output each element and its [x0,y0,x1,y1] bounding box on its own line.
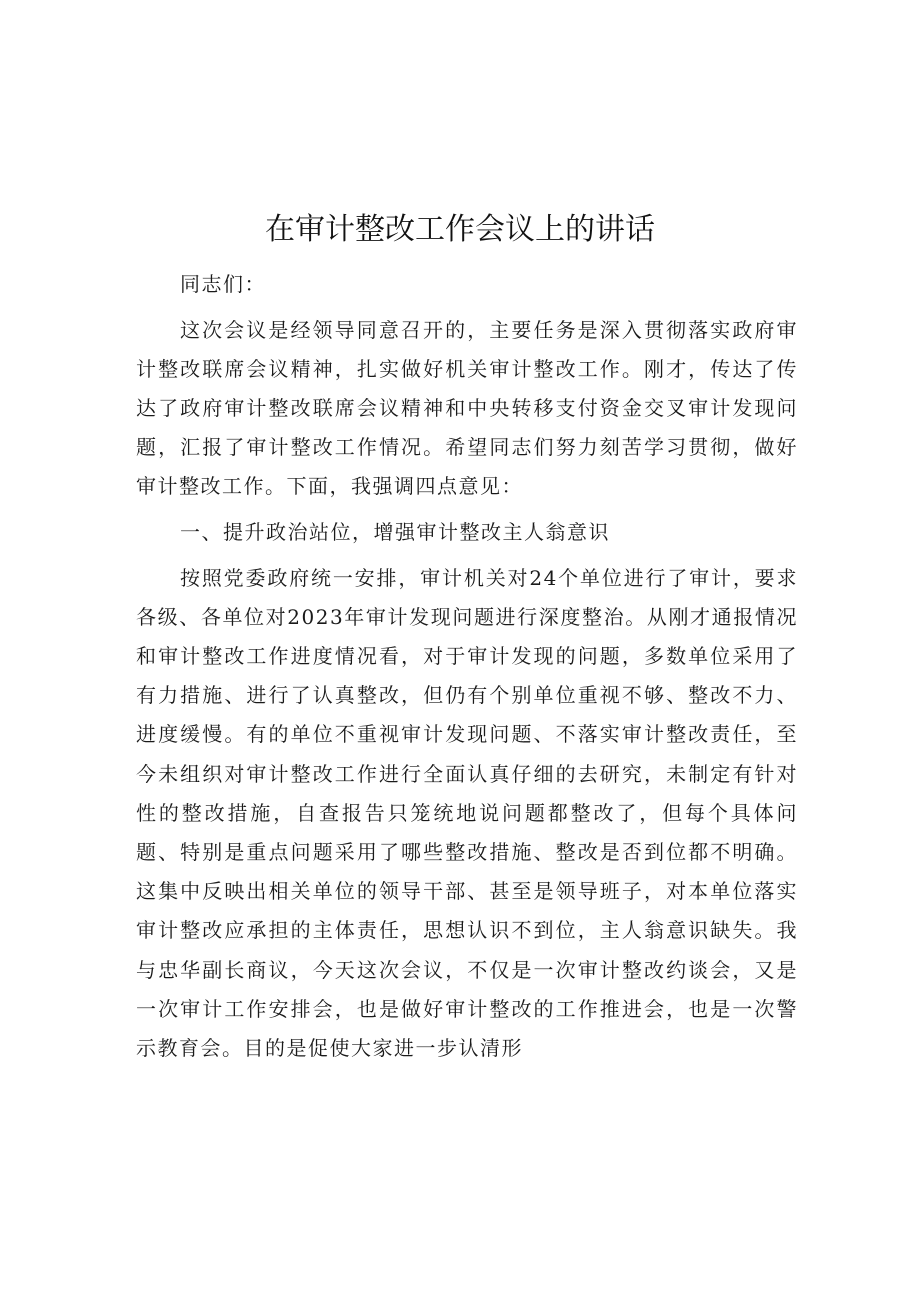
section-heading: 一、提升政治站位，增强审计整改主人翁意识 [180,520,610,544]
paragraph-section-1: 按照党委政府统一安排，审计机关对24个单位进行了审计，要求各级、各单位对2023年审计发现问题进行深度整治。从刚才通报情况和审计整改工作进度情况看，对于审计发现的问题，多数单位采用了有力措施、进行了认真整改，但仍有个别单位重视不够、整改不力、进度缓慢。有的单位不重视审计发现问题、不落实审计整改责任，至今未组织对审计整改工作进行全面认真仔细的去研究，未制定有针对性的整改措施，自查报告只笼统地说问题都整改了，但每个具体问题、特别是重点问题采用了哪些整改措施、整改是否到位都不明确。这集中反映出相关单位的领导干部、甚至是领导班子，对本单位落实审计整改应承担的主体责任，思想认识不到位，主人翁意识缺失。我与忠华副长商议，今天这次会议，不仅是一次审计整改约谈会，又是一次审计工作安排会，也是做好审计整改的工作推进会，也是一次警示教育会。目的是促使大家进一步认清形 [136,565,798,1061]
document-body [136,265,798,1075]
salutation: 同志们： [180,272,266,296]
paragraph-intro: 这次会议是经领导同意召开的，主要任务是深入贯彻落实政府审计整改联席会议精神，扎实做好机关审计整改工作。刚才，传达了传达了政府审计整改联席会议精神和中央转移支付资金交叉审计发现问题，汇报了审计整改工作情况。希望同志们努力刻苦学习贯彻，做好审计整改工作。下面，我强调四点意见： [136,317,798,499]
document-title: 在审计整改工作会议上的讲话 [265,212,655,247]
